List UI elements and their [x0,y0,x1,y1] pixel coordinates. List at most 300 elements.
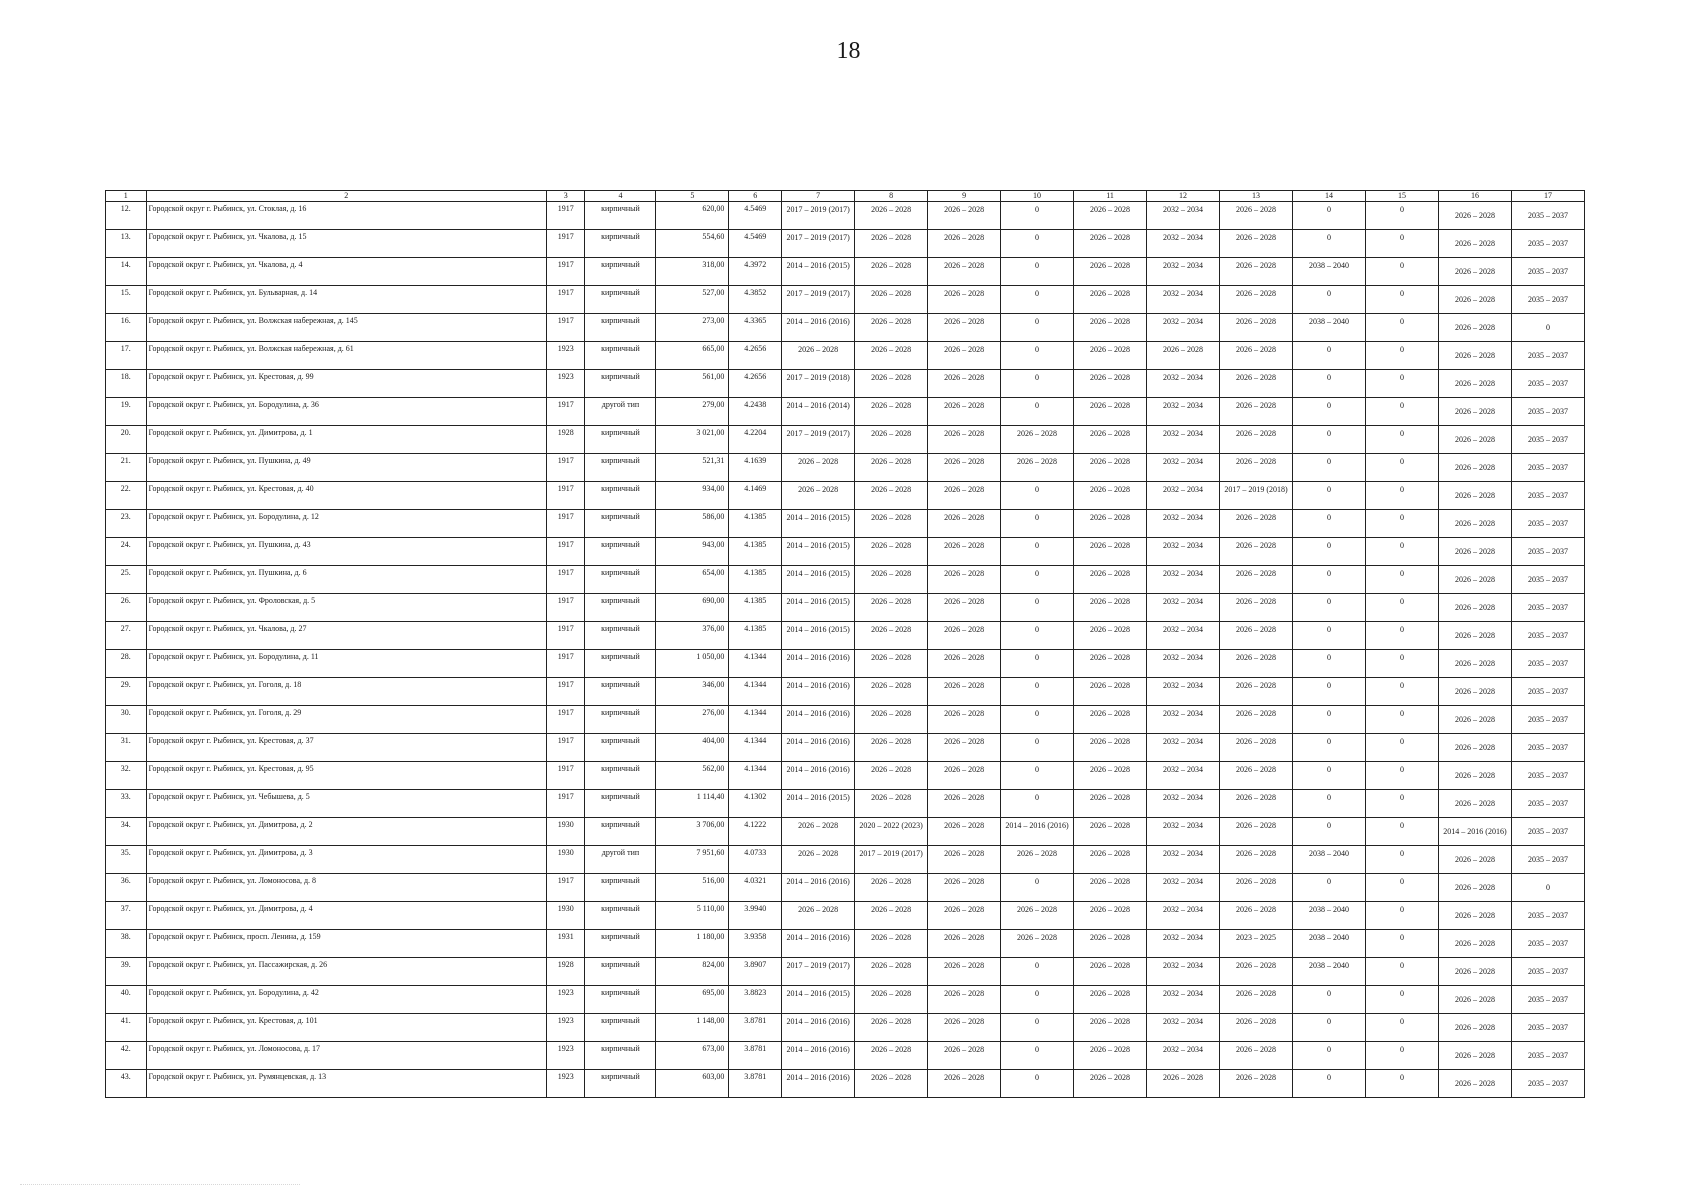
period-col-8-cell: 2026 – 2028 [855,286,928,314]
year-built-cell: 1917 [546,762,585,790]
period-col-12-cell: 2032 – 2034 [1147,1042,1220,1070]
period-col-17-cell: 2035 – 2037 [1511,650,1584,678]
index-value-cell: 4.1344 [729,678,782,706]
period-col-13-cell: 2026 – 2028 [1220,342,1293,370]
year-built-cell: 1917 [546,678,585,706]
period-col-17-cell: 2035 – 2037 [1511,1070,1584,1098]
table-row [106,1070,1585,1098]
period-col-8-cell: 2026 – 2028 [855,678,928,706]
index-value-cell: 4.1385 [729,566,782,594]
period-col-12-cell: 2032 – 2034 [1147,230,1220,258]
period-col-15-cell: 0 [1365,790,1438,818]
period-col-8-cell: 2026 – 2028 [855,314,928,342]
period-col-7-cell: 2014 – 2016 (2016) [782,874,855,902]
row-number-cell: 18. [106,370,147,398]
period-col-12-cell: 2032 – 2034 [1147,734,1220,762]
wall-material-cell: кирпичный [585,818,656,846]
period-col-14-cell: 0 [1293,370,1366,398]
period-col-7-cell: 2014 – 2016 (2016) [782,706,855,734]
period-col-9-cell: 2026 – 2028 [928,1042,1001,1070]
period-col-7-cell: 2014 – 2016 (2015) [782,538,855,566]
row-number-cell: 38. [106,930,147,958]
period-col-16-cell: 2026 – 2028 [1438,454,1511,482]
row-number-cell: 34. [106,818,147,846]
wall-material-cell: кирпичный [585,594,656,622]
period-col-17-cell: 2035 – 2037 [1511,230,1584,258]
wall-material-cell: кирпичный [585,902,656,930]
column-header: 7 [782,191,855,202]
period-col-13-cell: 2026 – 2028 [1220,1042,1293,1070]
period-col-13-cell: 2026 – 2028 [1220,230,1293,258]
period-col-15-cell: 0 [1365,342,1438,370]
period-col-16-cell: 2026 – 2028 [1438,426,1511,454]
column-number-row [106,191,1585,202]
period-col-9-cell: 2026 – 2028 [928,566,1001,594]
area-cell: 562,00 [656,762,729,790]
period-col-15-cell: 0 [1365,1014,1438,1042]
column-header: 16 [1438,191,1511,202]
period-col-13-cell: 2026 – 2028 [1220,902,1293,930]
table-row [106,622,1585,650]
area-cell: 273,00 [656,314,729,342]
period-col-10-cell: 0 [1001,230,1074,258]
table-row [106,314,1585,342]
period-col-17-cell: 0 [1511,314,1584,342]
period-col-7-cell: 2014 – 2016 (2015) [782,566,855,594]
period-col-7-cell: 2017 – 2019 (2017) [782,230,855,258]
period-col-7-cell: 2014 – 2016 (2015) [782,594,855,622]
area-cell: 561,00 [656,370,729,398]
period-col-12-cell: 2032 – 2034 [1147,986,1220,1014]
period-col-17-cell: 2035 – 2037 [1511,286,1584,314]
period-col-12-cell: 2032 – 2034 [1147,650,1220,678]
table-row [106,482,1585,510]
period-col-9-cell: 2026 – 2028 [928,930,1001,958]
period-col-13-cell: 2026 – 2028 [1220,818,1293,846]
period-col-16-cell: 2026 – 2028 [1438,1014,1511,1042]
address-cell: Городской округ г. Рыбинск, ул. Чкалова, д. 15 [146,230,546,258]
period-col-7-cell: 2017 – 2019 (2017) [782,958,855,986]
index-value-cell: 4.1385 [729,622,782,650]
period-col-14-cell: 0 [1293,622,1366,650]
column-header: 9 [928,191,1001,202]
column-header: 14 [1293,191,1366,202]
wall-material-cell: кирпичный [585,958,656,986]
wall-material-cell: кирпичный [585,342,656,370]
period-col-10-cell: 2026 – 2028 [1001,930,1074,958]
period-col-11-cell: 2026 – 2028 [1074,342,1147,370]
period-col-10-cell: 0 [1001,678,1074,706]
column-header: 17 [1511,191,1584,202]
table-row [106,734,1585,762]
period-col-16-cell: 2026 – 2028 [1438,958,1511,986]
row-number-cell: 13. [106,230,147,258]
row-number-cell: 23. [106,510,147,538]
table-row [106,958,1585,986]
period-col-14-cell: 0 [1293,874,1366,902]
row-number-cell: 42. [106,1042,147,1070]
index-value-cell: 4.5469 [729,202,782,230]
year-built-cell: 1917 [546,314,585,342]
period-col-13-cell: 2026 – 2028 [1220,622,1293,650]
index-value-cell: 4.1222 [729,818,782,846]
address-cell: Городской округ г. Рыбинск, ул. Чкалова, д. 27 [146,622,546,650]
wall-material-cell: кирпичный [585,874,656,902]
period-col-7-cell: 2014 – 2016 (2016) [782,314,855,342]
period-col-17-cell: 2035 – 2037 [1511,958,1584,986]
wall-material-cell: кирпичный [585,538,656,566]
row-number-cell: 25. [106,566,147,594]
period-col-15-cell: 0 [1365,986,1438,1014]
period-col-8-cell: 2026 – 2028 [855,902,928,930]
period-col-15-cell: 0 [1365,566,1438,594]
period-col-8-cell: 2026 – 2028 [855,1014,928,1042]
period-col-17-cell: 2035 – 2037 [1511,454,1584,482]
period-col-15-cell: 0 [1365,1042,1438,1070]
period-col-11-cell: 2026 – 2028 [1074,230,1147,258]
period-col-11-cell: 2026 – 2028 [1074,538,1147,566]
row-number-cell: 33. [106,790,147,818]
index-value-cell: 3.8823 [729,986,782,1014]
footer-faint-mark [20,1184,300,1187]
period-col-8-cell: 2026 – 2028 [855,650,928,678]
row-number-cell: 21. [106,454,147,482]
period-col-12-cell: 2032 – 2034 [1147,398,1220,426]
period-col-12-cell: 2032 – 2034 [1147,706,1220,734]
period-col-13-cell: 2026 – 2028 [1220,314,1293,342]
year-built-cell: 1917 [546,706,585,734]
year-built-cell: 1930 [546,818,585,846]
period-col-8-cell: 2026 – 2028 [855,1042,928,1070]
period-col-16-cell: 2026 – 2028 [1438,678,1511,706]
period-col-17-cell: 2035 – 2037 [1511,482,1584,510]
period-col-14-cell: 0 [1293,1042,1366,1070]
period-col-9-cell: 2026 – 2028 [928,734,1001,762]
row-number-cell: 20. [106,426,147,454]
period-col-7-cell: 2014 – 2016 (2016) [782,930,855,958]
period-col-10-cell: 0 [1001,510,1074,538]
period-col-16-cell: 2026 – 2028 [1438,790,1511,818]
period-col-9-cell: 2026 – 2028 [928,622,1001,650]
area-cell: 5 110,00 [656,902,729,930]
period-col-14-cell: 0 [1293,762,1366,790]
period-col-13-cell: 2026 – 2028 [1220,398,1293,426]
period-col-11-cell: 2026 – 2028 [1074,1014,1147,1042]
address-cell: Городской округ г. Рыбинск, ул. Димитрова, д. 2 [146,818,546,846]
period-col-10-cell: 0 [1001,398,1074,426]
period-col-11-cell: 2026 – 2028 [1074,1070,1147,1098]
table-row [106,790,1585,818]
area-cell: 586,00 [656,510,729,538]
period-col-8-cell: 2026 – 2028 [855,930,928,958]
period-col-11-cell: 2026 – 2028 [1074,874,1147,902]
area-cell: 3 706,00 [656,818,729,846]
area-cell: 695,00 [656,986,729,1014]
year-built-cell: 1917 [546,482,585,510]
area-cell: 690,00 [656,594,729,622]
index-value-cell: 4.0321 [729,874,782,902]
year-built-cell: 1917 [546,538,585,566]
period-col-11-cell: 2026 – 2028 [1074,202,1147,230]
table-row [106,930,1585,958]
index-value-cell: 4.1344 [729,762,782,790]
wall-material-cell: кирпичный [585,510,656,538]
period-col-12-cell: 2032 – 2034 [1147,286,1220,314]
period-col-12-cell: 2032 – 2034 [1147,314,1220,342]
period-col-8-cell: 2026 – 2028 [855,790,928,818]
period-col-15-cell: 0 [1365,314,1438,342]
period-col-11-cell: 2026 – 2028 [1074,426,1147,454]
table-row [106,258,1585,286]
index-value-cell: 3.8781 [729,1042,782,1070]
year-built-cell: 1917 [546,230,585,258]
area-cell: 3 021,00 [656,426,729,454]
period-col-11-cell: 2026 – 2028 [1074,930,1147,958]
period-col-8-cell: 2026 – 2028 [855,958,928,986]
period-col-14-cell: 0 [1293,342,1366,370]
wall-material-cell: кирпичный [585,930,656,958]
period-col-17-cell: 2035 – 2037 [1511,622,1584,650]
period-col-14-cell: 0 [1293,706,1366,734]
period-col-10-cell: 0 [1001,566,1074,594]
area-cell: 521,31 [656,454,729,482]
column-header: 1 [106,191,147,202]
table-row [106,1014,1585,1042]
address-cell: Городской округ г. Рыбинск, ул. Бородулина, д. 42 [146,986,546,1014]
period-col-7-cell: 2014 – 2016 (2016) [782,1042,855,1070]
area-cell: 1 114,40 [656,790,729,818]
row-number-cell: 40. [106,986,147,1014]
period-col-13-cell: 2026 – 2028 [1220,986,1293,1014]
period-col-10-cell: 0 [1001,370,1074,398]
wall-material-cell: кирпичный [585,622,656,650]
period-col-11-cell: 2026 – 2028 [1074,790,1147,818]
period-col-9-cell: 2026 – 2028 [928,594,1001,622]
table-row [106,986,1585,1014]
row-number-cell: 19. [106,398,147,426]
period-col-16-cell: 2026 – 2028 [1438,286,1511,314]
address-cell: Городской округ г. Рыбинск, ул. Пушкина, д. 43 [146,538,546,566]
column-header: 2 [146,191,546,202]
year-built-cell: 1917 [546,202,585,230]
period-col-11-cell: 2026 – 2028 [1074,594,1147,622]
row-number-cell: 37. [106,902,147,930]
period-col-10-cell: 0 [1001,734,1074,762]
period-col-9-cell: 2026 – 2028 [928,818,1001,846]
address-cell: Городской округ г. Рыбинск, ул. Бородулина, д. 36 [146,398,546,426]
period-col-15-cell: 0 [1365,454,1438,482]
period-col-10-cell: 0 [1001,622,1074,650]
period-col-7-cell: 2014 – 2016 (2016) [782,734,855,762]
period-col-17-cell: 2035 – 2037 [1511,202,1584,230]
period-col-17-cell: 2035 – 2037 [1511,398,1584,426]
period-col-14-cell: 0 [1293,594,1366,622]
year-built-cell: 1917 [546,398,585,426]
period-col-15-cell: 0 [1365,510,1438,538]
period-col-7-cell: 2026 – 2028 [782,818,855,846]
index-value-cell: 4.1385 [729,594,782,622]
table-row [106,902,1585,930]
table-row [106,818,1585,846]
period-col-14-cell: 2038 – 2040 [1293,314,1366,342]
period-col-17-cell: 2035 – 2037 [1511,1014,1584,1042]
period-col-13-cell: 2026 – 2028 [1220,454,1293,482]
period-col-15-cell: 0 [1365,538,1438,566]
index-value-cell: 3.8781 [729,1014,782,1042]
table-row [106,762,1585,790]
period-col-15-cell: 0 [1365,1070,1438,1098]
period-col-14-cell: 2038 – 2040 [1293,930,1366,958]
period-col-15-cell: 0 [1365,482,1438,510]
period-col-7-cell: 2014 – 2016 (2014) [782,398,855,426]
row-number-cell: 12. [106,202,147,230]
period-col-12-cell: 2032 – 2034 [1147,202,1220,230]
period-col-15-cell: 0 [1365,230,1438,258]
index-value-cell: 3.9940 [729,902,782,930]
year-built-cell: 1917 [546,510,585,538]
period-col-17-cell: 2035 – 2037 [1511,510,1584,538]
period-col-10-cell: 2026 – 2028 [1001,454,1074,482]
area-cell: 1 180,00 [656,930,729,958]
period-col-10-cell: 0 [1001,762,1074,790]
address-cell: Городской округ г. Рыбинск, ул. Пассажирская, д. 26 [146,958,546,986]
period-col-14-cell: 0 [1293,482,1366,510]
period-col-11-cell: 2026 – 2028 [1074,510,1147,538]
period-col-11-cell: 2026 – 2028 [1074,958,1147,986]
area-cell: 318,00 [656,258,729,286]
wall-material-cell: кирпичный [585,202,656,230]
period-col-15-cell: 0 [1365,734,1438,762]
table-row [106,286,1585,314]
period-col-9-cell: 2026 – 2028 [928,874,1001,902]
period-col-10-cell: 0 [1001,790,1074,818]
address-cell: Городской округ г. Рыбинск, ул. Бородулина, д. 11 [146,650,546,678]
period-col-10-cell: 0 [1001,594,1074,622]
period-col-11-cell: 2026 – 2028 [1074,762,1147,790]
period-col-8-cell: 2026 – 2028 [855,566,928,594]
period-col-16-cell: 2026 – 2028 [1438,566,1511,594]
period-col-7-cell: 2017 – 2019 (2017) [782,202,855,230]
period-col-13-cell: 2026 – 2028 [1220,510,1293,538]
period-col-12-cell: 2032 – 2034 [1147,678,1220,706]
wall-material-cell: кирпичный [585,286,656,314]
period-col-14-cell: 2038 – 2040 [1293,902,1366,930]
index-value-cell: 3.9358 [729,930,782,958]
year-built-cell: 1928 [546,426,585,454]
period-col-11-cell: 2026 – 2028 [1074,706,1147,734]
period-col-9-cell: 2026 – 2028 [928,482,1001,510]
period-col-7-cell: 2017 – 2019 (2018) [782,370,855,398]
period-col-16-cell: 2026 – 2028 [1438,986,1511,1014]
period-col-7-cell: 2017 – 2019 (2017) [782,426,855,454]
period-col-16-cell: 2026 – 2028 [1438,706,1511,734]
period-col-9-cell: 2026 – 2028 [928,454,1001,482]
index-value-cell: 4.1385 [729,538,782,566]
row-number-cell: 31. [106,734,147,762]
period-col-11-cell: 2026 – 2028 [1074,650,1147,678]
period-col-17-cell: 2035 – 2037 [1511,370,1584,398]
wall-material-cell: кирпичный [585,566,656,594]
period-col-17-cell: 2035 – 2037 [1511,678,1584,706]
period-col-17-cell: 2035 – 2037 [1511,818,1584,846]
area-cell: 276,00 [656,706,729,734]
period-col-14-cell: 0 [1293,566,1366,594]
period-col-15-cell: 0 [1365,650,1438,678]
address-cell: Городской округ г. Рыбинск, ул. Стоклая, д. 16 [146,202,546,230]
address-cell: Городской округ г. Рыбинск, ул. Крестовая, д. 101 [146,1014,546,1042]
year-built-cell: 1928 [546,958,585,986]
period-col-10-cell: 2026 – 2028 [1001,902,1074,930]
period-col-8-cell: 2026 – 2028 [855,706,928,734]
wall-material-cell: кирпичный [585,314,656,342]
row-number-cell: 30. [106,706,147,734]
period-col-11-cell: 2026 – 2028 [1074,566,1147,594]
period-col-11-cell: 2026 – 2028 [1074,286,1147,314]
period-col-14-cell: 2038 – 2040 [1293,958,1366,986]
period-col-16-cell: 2026 – 2028 [1438,734,1511,762]
housing-register-table [105,190,1585,1098]
period-col-12-cell: 2032 – 2034 [1147,622,1220,650]
period-col-7-cell: 2026 – 2028 [782,846,855,874]
area-cell: 603,00 [656,1070,729,1098]
row-number-cell: 36. [106,874,147,902]
address-cell: Городской округ г. Рыбинск, ул. Димитрова, д. 1 [146,426,546,454]
period-col-17-cell: 2035 – 2037 [1511,762,1584,790]
row-number-cell: 27. [106,622,147,650]
period-col-9-cell: 2026 – 2028 [928,846,1001,874]
period-col-16-cell: 2026 – 2028 [1438,482,1511,510]
area-cell: 665,00 [656,342,729,370]
address-cell: Городской округ г. Рыбинск, ул. Пушкина, д. 49 [146,454,546,482]
period-col-14-cell: 0 [1293,230,1366,258]
period-col-9-cell: 2026 – 2028 [928,706,1001,734]
year-built-cell: 1917 [546,650,585,678]
index-value-cell: 4.3365 [729,314,782,342]
period-col-10-cell: 0 [1001,650,1074,678]
period-col-14-cell: 0 [1293,734,1366,762]
period-col-14-cell: 0 [1293,510,1366,538]
area-cell: 404,00 [656,734,729,762]
period-col-11-cell: 2026 – 2028 [1074,258,1147,286]
period-col-11-cell: 2026 – 2028 [1074,902,1147,930]
area-cell: 7 951,60 [656,846,729,874]
period-col-7-cell: 2014 – 2016 (2016) [782,762,855,790]
wall-material-cell: кирпичный [585,230,656,258]
table-row [106,202,1585,230]
column-header: 3 [546,191,585,202]
address-cell: Городской округ г. Рыбинск, ул. Волжская набережная, д. 61 [146,342,546,370]
period-col-14-cell: 2038 – 2040 [1293,258,1366,286]
period-col-13-cell: 2026 – 2028 [1220,762,1293,790]
year-built-cell: 1923 [546,1014,585,1042]
period-col-13-cell: 2026 – 2028 [1220,958,1293,986]
housing-register-sheet [105,190,1585,1098]
index-value-cell: 4.1302 [729,790,782,818]
period-col-8-cell: 2026 – 2028 [855,342,928,370]
row-number-cell: 22. [106,482,147,510]
period-col-12-cell: 2032 – 2034 [1147,818,1220,846]
period-col-14-cell: 0 [1293,986,1366,1014]
period-col-16-cell: 2026 – 2028 [1438,846,1511,874]
table-body [106,202,1585,1098]
wall-material-cell: кирпичный [585,1014,656,1042]
column-header: 11 [1074,191,1147,202]
period-col-8-cell: 2026 – 2028 [855,986,928,1014]
period-col-8-cell: 2026 – 2028 [855,622,928,650]
period-col-9-cell: 2026 – 2028 [928,1014,1001,1042]
period-col-7-cell: 2014 – 2016 (2015) [782,622,855,650]
period-col-15-cell: 0 [1365,678,1438,706]
